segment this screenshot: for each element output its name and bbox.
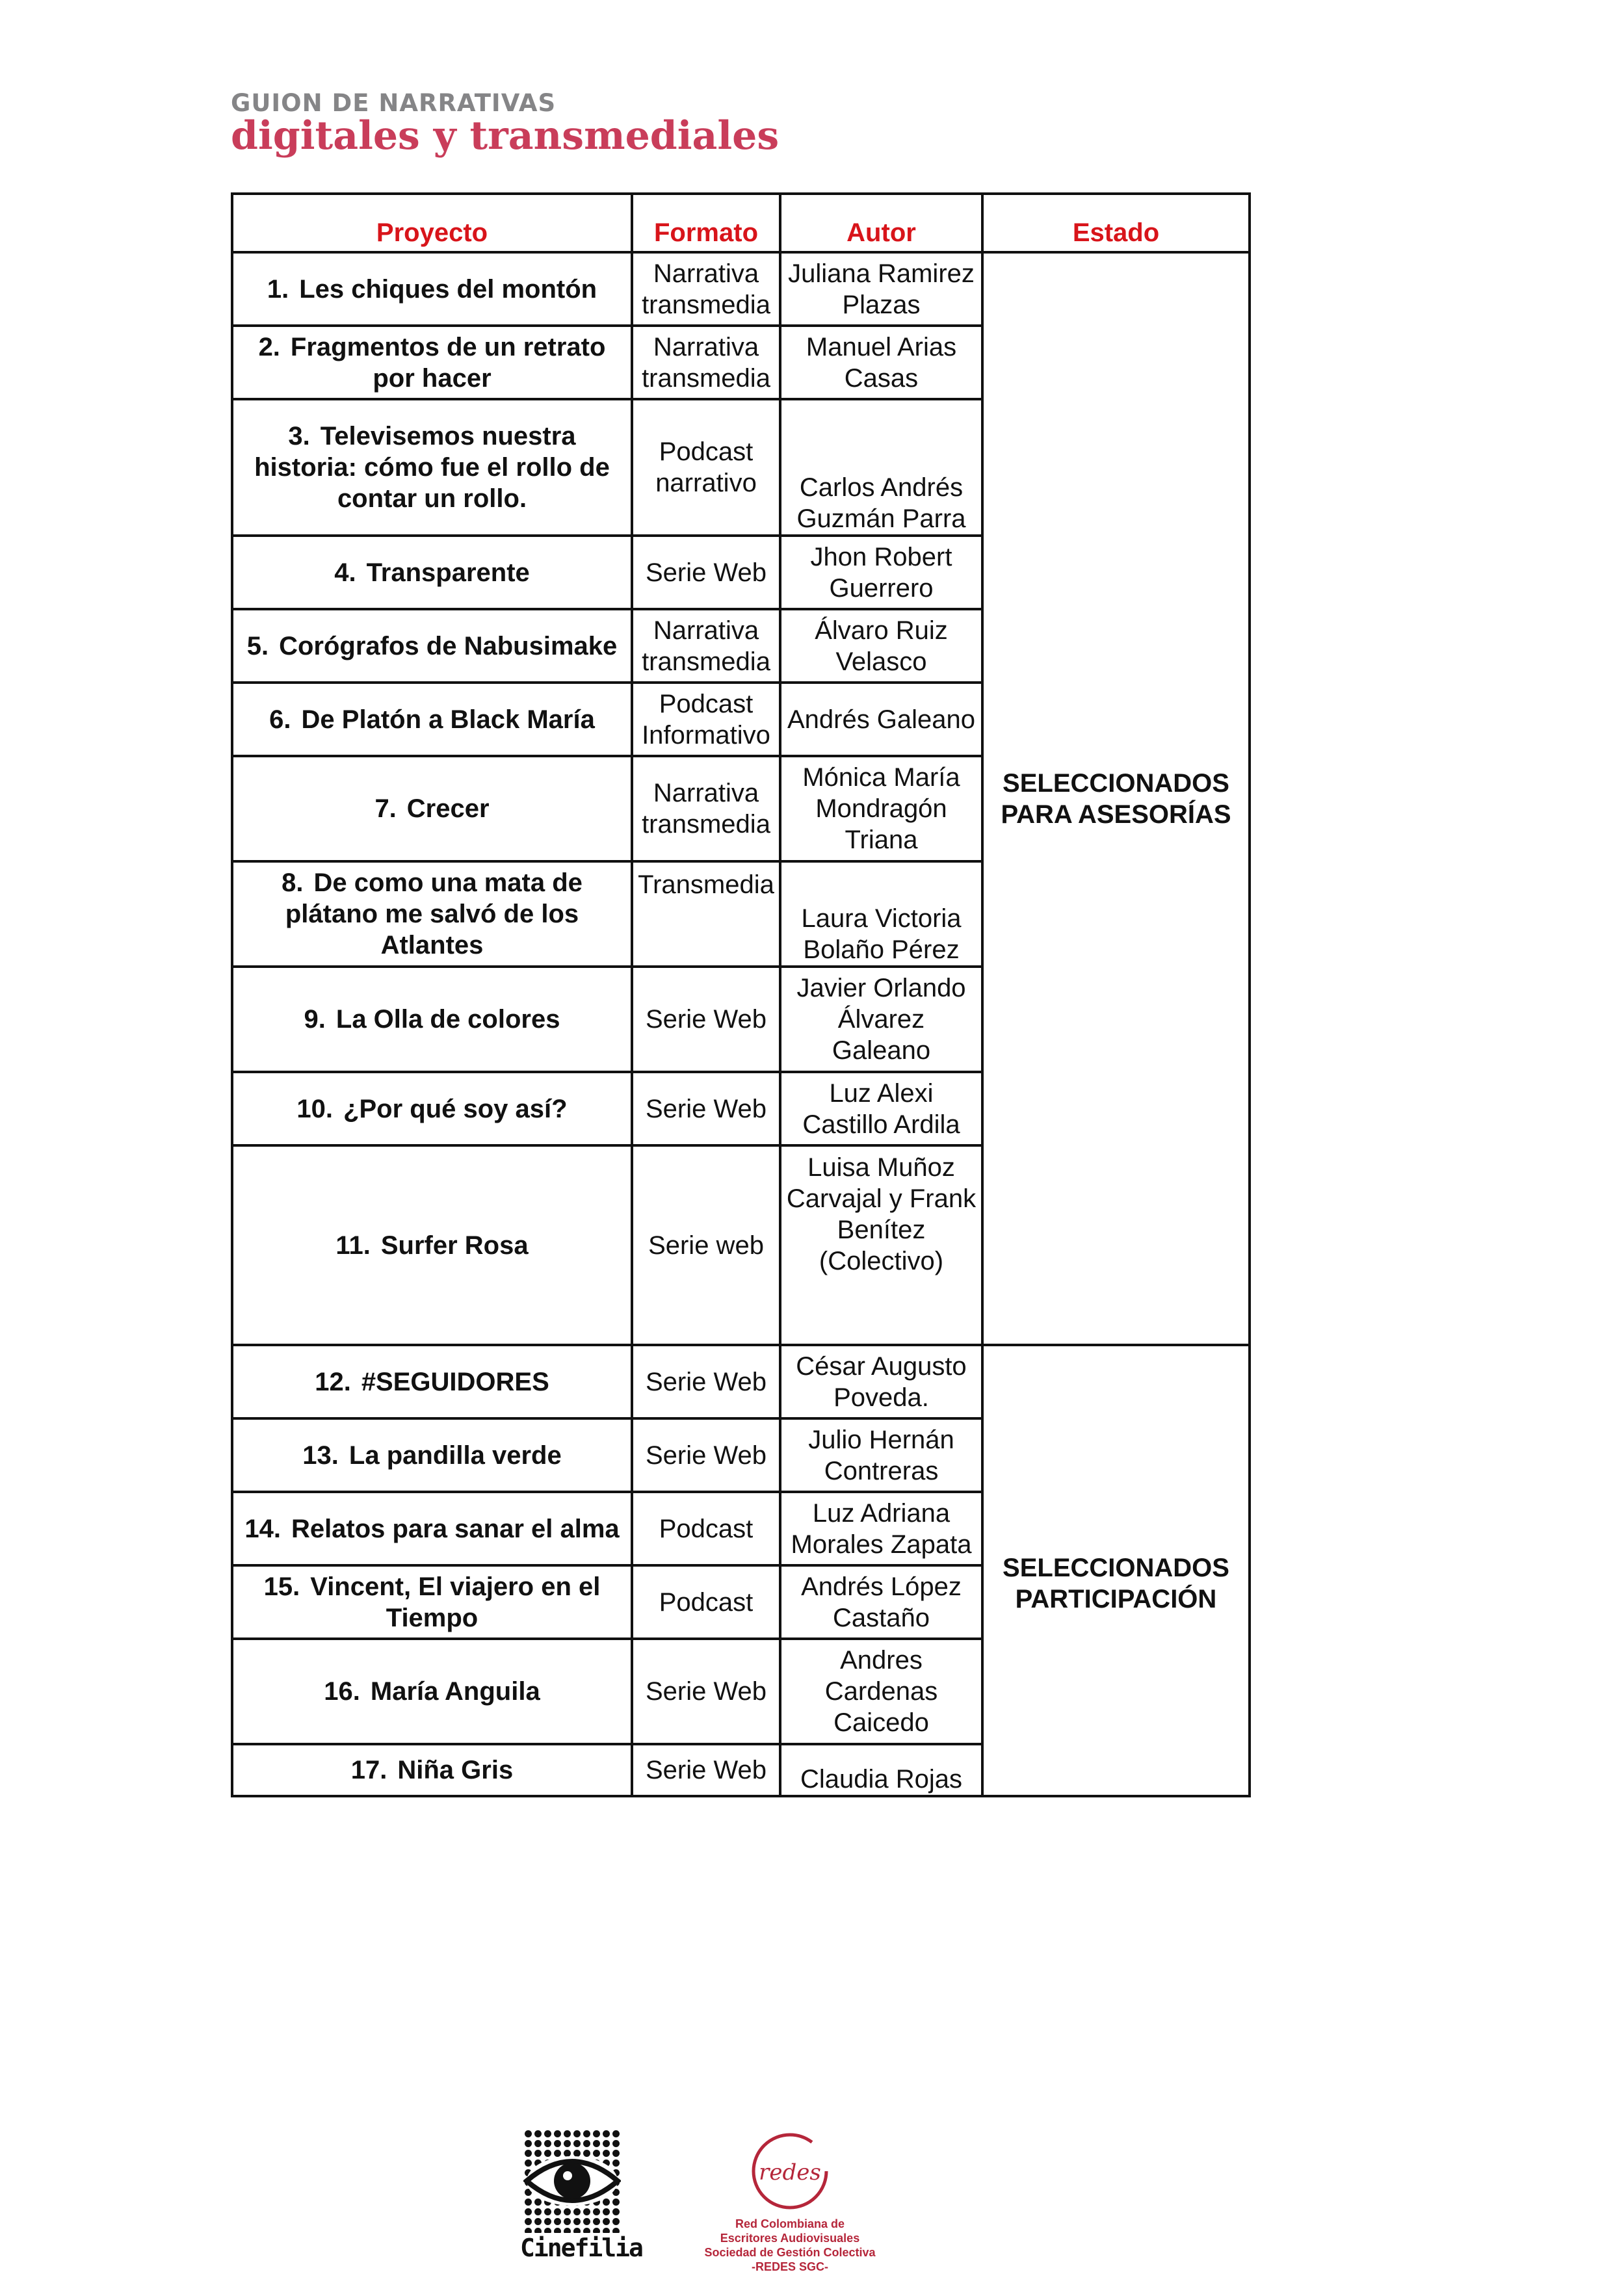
project-cell [232, 609, 632, 683]
project-name: La Olla de colores [335, 1005, 560, 1034]
row-number: 17. [350, 1756, 387, 1784]
redes-mark-text: redes [759, 2159, 821, 2185]
row-number: 11. [335, 1231, 371, 1260]
redes-line: Red Colombiana de [735, 2217, 845, 2230]
author-cell: Luz Adriana Morales Zapata [780, 1492, 982, 1565]
table-row [232, 252, 1250, 326]
format-cell: Serie Web [632, 1418, 780, 1492]
row-number: 2. [258, 332, 280, 361]
author-cell: Manuel Arias Casas [780, 326, 982, 399]
row-number: 14. [244, 1514, 281, 1543]
project-name: María Anguila [370, 1677, 540, 1706]
format-cell: Serie Web [632, 1639, 780, 1744]
row-number: 9. [304, 1005, 326, 1034]
format-cell: Narrativa transmedia [632, 609, 780, 683]
table-header-row [232, 194, 1250, 252]
projects-table [231, 192, 1251, 1797]
author-cell: Claudia Rojas [780, 1744, 982, 1796]
format-cell: Narrativa transmedia [632, 252, 780, 326]
project-cell [232, 967, 632, 1072]
project-name: Vincent, El viajero en el Tiempo [310, 1572, 601, 1632]
project-cell [232, 861, 632, 967]
document-header [231, 88, 779, 157]
row-number: 1. [267, 274, 289, 304]
format-cell: Podcast [632, 1492, 780, 1565]
project-cell [232, 1492, 632, 1565]
status-cell-participacion [982, 1345, 1250, 1796]
status-cell-asesorias [982, 252, 1250, 1345]
project-cell [232, 1072, 632, 1145]
project-cell [232, 1565, 632, 1639]
row-number: 15. [263, 1572, 300, 1601]
format-cell: Serie Web [632, 1744, 780, 1796]
project-cell [232, 252, 632, 326]
redes-circle-icon [748, 2129, 832, 2213]
project-name: Transparente [366, 558, 530, 587]
format-cell: Serie web [632, 1145, 780, 1345]
redes-line: Sociedad de Gestión Colectiva [704, 2246, 876, 2259]
author-cell: Álvaro Ruiz Velasco [780, 609, 982, 683]
project-cell [232, 756, 632, 861]
author-cell: Andrés López Castaño [780, 1565, 982, 1639]
format-cell: Narrativa transmedia [632, 326, 780, 399]
header-headline: digitales y transmediales [231, 113, 780, 159]
format-cell: Transmedia [632, 861, 780, 967]
redes-line: Escritores Audiovisuales [720, 2232, 860, 2245]
author-cell: César Augusto Poveda. [780, 1345, 982, 1418]
project-name: Les chiques del montón [299, 274, 597, 304]
project-cell [232, 1145, 632, 1345]
project-name: ¿Por qué soy así? [343, 1094, 568, 1123]
project-name: Televisemos nuestra historia: cómo fue el rollo de contar un rollo. [254, 422, 610, 513]
project-cell [232, 1345, 632, 1418]
project-name: Niña Gris [397, 1756, 514, 1784]
author-cell: Juliana Ramirez Plazas [780, 252, 982, 326]
project-cell [232, 683, 632, 756]
header-formato: Formato [632, 194, 780, 252]
status-label: SELECCIONADOS PARA ASESORÍAS [1001, 768, 1231, 829]
format-cell: Serie Web [632, 1345, 780, 1418]
project-name: De como una mata de plátano me salvó de los Atlantes [285, 868, 583, 959]
format-cell: Serie Web [632, 536, 780, 609]
author-cell: Mónica María Mondragón Triana [780, 756, 982, 861]
author-cell: Andrés Galeano [780, 683, 982, 756]
row-number: 6. [269, 705, 291, 734]
project-cell [232, 1418, 632, 1492]
project-name: De Platón a Black María [301, 705, 595, 734]
row-number: 10. [296, 1094, 334, 1123]
row-number: 12. [315, 1367, 351, 1396]
row-number: 13. [302, 1441, 339, 1470]
row-number: 16. [324, 1677, 360, 1706]
author-cell: Luisa Muñoz Carvajal y Frank Benítez (Colectivo) [780, 1145, 982, 1345]
format-cell: Serie Web [632, 967, 780, 1072]
project-name: Crecer [406, 794, 490, 823]
author-cell: Andres Cardenas Caicedo [780, 1639, 982, 1744]
format-cell: Narrativa transmedia [632, 756, 780, 861]
redes-line: -REDES SGC- [751, 2260, 828, 2273]
author-cell: Julio Hernán Contreras [780, 1418, 982, 1492]
project-name: Fragmentos de un retrato por hacer [290, 332, 606, 393]
header-kicker: GUION DE NARRATIVAS [231, 89, 557, 117]
author-cell: Laura Victoria Bolaño Pérez [780, 861, 982, 967]
row-number: 7. [374, 794, 397, 823]
format-cell: Podcast Informativo [632, 683, 780, 756]
author-cell: Javier Orlando Álvarez Galeano [780, 967, 982, 1072]
row-number: 3. [288, 422, 310, 450]
row-number: 5. [246, 631, 269, 660]
author-cell: Jhon Robert Guerrero [780, 536, 982, 609]
project-name: Corógrafos de Nabusimake [279, 631, 618, 660]
row-number: 4. [334, 558, 356, 587]
project-cell [232, 1639, 632, 1744]
project-name: Relatos para sanar el alma [291, 1514, 620, 1543]
project-name: Surfer Rosa [380, 1231, 529, 1260]
header-estado: Estado [982, 194, 1250, 252]
cinefilia-logo [520, 2129, 642, 2262]
format-cell: Podcast [632, 1565, 780, 1639]
author-cell: Luz Alexi Castillo Ardila [780, 1072, 982, 1145]
redes-logo [683, 2129, 897, 2274]
table-row [232, 1345, 1250, 1418]
cinefilia-eye-icon [523, 2129, 621, 2233]
project-cell [232, 1744, 632, 1796]
author-cell: Carlos Andrés Guzmán Parra [780, 399, 982, 536]
project-cell [232, 399, 632, 536]
project-cell [232, 326, 632, 399]
format-cell: Serie Web [632, 1072, 780, 1145]
cinefilia-wordmark: Cinefilia [520, 2234, 642, 2262]
project-name: #SEGUIDORES [361, 1367, 549, 1396]
header-proyecto: Proyecto [232, 194, 632, 252]
project-cell [232, 536, 632, 609]
project-name: La pandilla verde [348, 1441, 562, 1470]
header-autor: Autor [780, 194, 982, 252]
row-number: 8. [282, 868, 304, 897]
format-cell: Podcast narrativo [632, 399, 780, 536]
status-label: SELECCIONADOS PARTICIPACIÓN [1003, 1554, 1229, 1613]
